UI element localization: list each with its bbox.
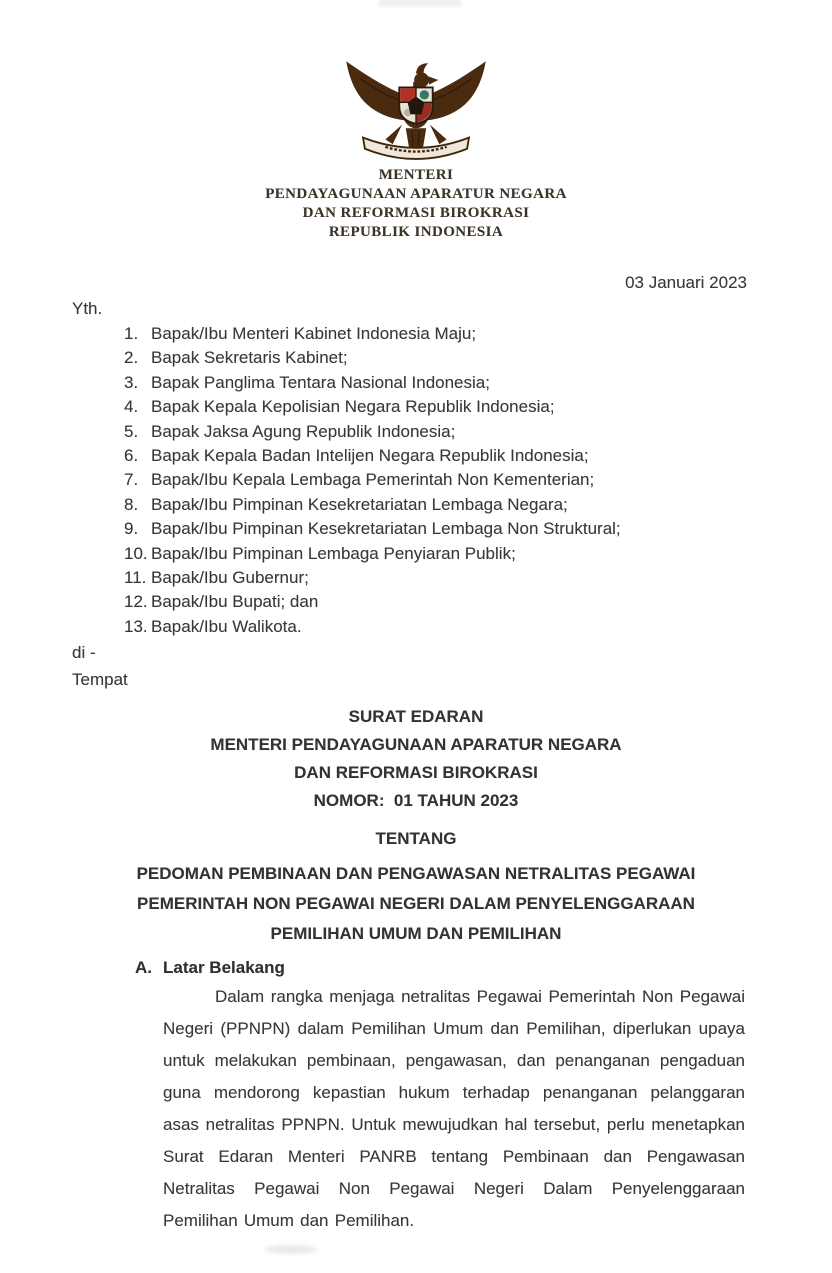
recipient-label: Bapak/Ibu Menteri Kabinet Indonesia Maju;: [151, 324, 477, 343]
recipient-number: 6.: [124, 446, 139, 466]
letterhead-line-4: REPUBLIK INDONESIA: [328, 224, 504, 240]
nomor-line: NOMOR: 01 TAHUN 2023: [313, 791, 519, 811]
recipient-item: [124, 395, 832, 419]
recipient-item: [124, 493, 832, 517]
section-a-heading: [135, 955, 745, 981]
section-latar-belakang: [0, 955, 832, 1237]
recipient-item: [124, 322, 832, 346]
date-row: [0, 272, 832, 294]
recipient-label: Bapak/Ibu Pimpinan Kesekretariatan Lembaga Non Struktural;: [151, 519, 621, 539]
subject-line-2: PEMERINTAH NON PEGAWAI NEGERI DALAM PENYELENGGARAAN: [137, 894, 695, 914]
letter-date: 03 Januari 2023: [625, 273, 747, 292]
recipient-label: Bapak/Ibu Bupati; dan: [151, 592, 319, 612]
letterhead-line-3: DAN REFORMASI BIROKRASI: [302, 205, 530, 221]
surat-edaran-title: SURAT EDARAN: [348, 707, 484, 727]
location-tempat: Tempat: [72, 670, 128, 690]
recipient-label: Bapak Jaksa Agung Republik Indonesia;: [151, 421, 456, 441]
recipient-number: 13.: [124, 616, 148, 636]
letterhead-line-2: PENDAYAGUNAAN APARATUR NEGARA: [265, 186, 567, 202]
recipient-item: [124, 371, 832, 395]
recipient-number: 7.: [124, 470, 139, 490]
addressee-block: [0, 298, 832, 693]
recipient-number: 9.: [124, 519, 139, 539]
recipient-number: 4.: [124, 397, 139, 417]
letterhead: [0, 0, 832, 242]
recipient-item: [124, 420, 832, 444]
recipient-item: [124, 444, 832, 468]
location-di: di -: [72, 643, 96, 663]
ministry-name-block: [0, 166, 832, 242]
recipient-number: 5.: [124, 421, 139, 441]
recipient-label: Bapak Kepala Kepolisian Negara Republik Indonesia;: [151, 397, 555, 417]
recipient-item: [124, 517, 832, 541]
recipient-number: 11.: [124, 568, 147, 588]
salutation: Yth.: [72, 299, 103, 318]
title-ministry-line: MENTERI PENDAYAGUNAAN APARATUR NEGARA: [210, 735, 622, 755]
recipient-number: 8.: [124, 494, 139, 514]
subject-line-1: PEDOMAN PEMBINAAN DAN PENGAWASAN NETRALITAS PEGAWAI: [136, 864, 696, 884]
recipient-label: Bapak Panglima Tentara Nasional Indonesia;: [151, 372, 490, 392]
scan-artifact-bottom: [265, 1245, 317, 1254]
recipient-item: [124, 346, 832, 370]
recipient-item: [124, 542, 832, 566]
recipient-number: 1.: [124, 324, 139, 343]
recipient-label: Bapak/Ibu Walikota.: [151, 616, 302, 636]
recipient-label: Bapak/Ibu Gubernur;: [151, 568, 309, 588]
scan-artifact-top: [378, 0, 462, 6]
section-a-number: A.: [135, 958, 152, 978]
recipient-label: Bapak Kepala Badan Intelijen Negara Republik Indonesia;: [151, 446, 589, 466]
subject-block: [0, 859, 832, 949]
recipient-list: [72, 322, 832, 639]
recipient-label: Bapak Sekretaris Kabinet;: [151, 348, 348, 368]
recipient-label: Bapak/Ibu Pimpinan Lembaga Penyiaran Publik;: [151, 543, 516, 563]
garuda-pancasila-emblem: [0, 50, 832, 162]
recipient-label: Bapak/Ibu Kepala Lembaga Pemerintah Non Kementerian;: [151, 470, 595, 490]
recipient-item: [124, 468, 832, 492]
section-a-paragraph: Dalam rangka menjaga netralitas Pegawai Pemerintah Non Pegawai Negeri (PPNPN) dalam Pemilihan Umum dan Pemilihan, diperlukan upaya untuk melakukan pembinaan, pengawasan, dan penanganan pengaduan guna mendorong kepastian hukum terhadap penanganan pelanggaran asas netralitas PPNPN. Untuk mewujudkan hal tersebut, perlu menetapkan Surat Edaran Menteri PANRB tentang Pembinaan dan Pengawasan Netralitas Pegawai Non Pegawai Negeri Dalam Penyelenggaraan Pemilihan Umum dan Pemilihan.: [163, 987, 745, 1231]
document-title-block: [0, 703, 832, 815]
title-birokrasi-line: DAN REFORMASI BIROKRASI: [294, 763, 538, 783]
recipient-label: Bapak/Ibu Pimpinan Kesekretariatan Lembaga Negara;: [151, 494, 568, 514]
subject-line-3: PEMILIHAN UMUM DAN PEMILIHAN: [270, 924, 562, 944]
recipient-number: 10.: [124, 543, 148, 563]
recipient-number: 12.: [124, 592, 148, 612]
recipient-item: [124, 615, 832, 639]
section-a-title: Latar Belakang: [163, 958, 285, 978]
recipient-item: [124, 590, 832, 614]
recipient-number: 2.: [124, 348, 139, 368]
tentang-label: TENTANG: [375, 829, 457, 849]
recipient-number: 3.: [124, 372, 139, 392]
recipient-item: [124, 566, 832, 590]
letterhead-line-1: MENTERI: [378, 167, 454, 183]
